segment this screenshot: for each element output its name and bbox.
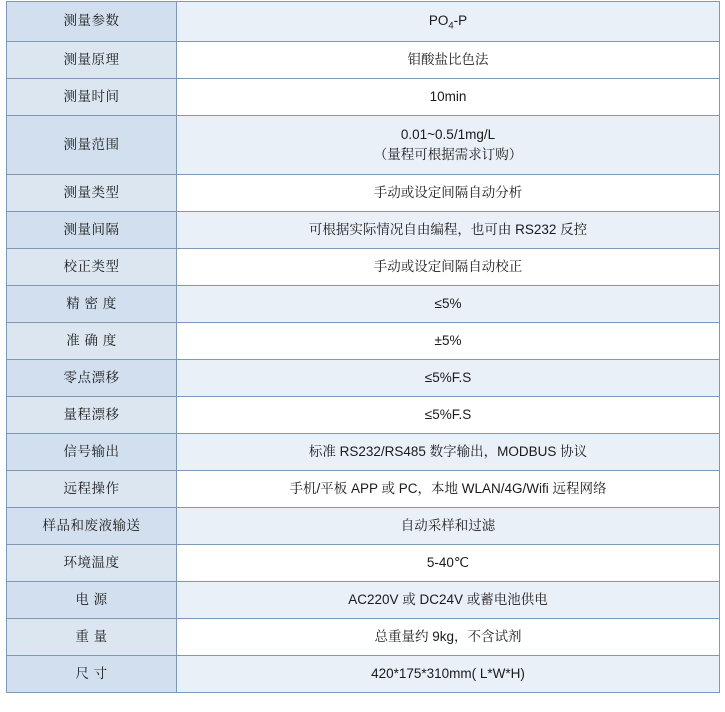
row-param-label: 校正类型	[7, 249, 177, 286]
row-value: 自动采样和过滤	[177, 508, 720, 545]
row-param-label: 测量类型	[7, 175, 177, 212]
row-value-analyte	[177, 2, 720, 42]
row-param-label: 测量间隔	[7, 212, 177, 249]
row-param-label: 准 确 度	[7, 323, 177, 360]
row-value: 10min	[177, 79, 720, 116]
table-row	[7, 175, 720, 212]
row-param-label: 重 量	[7, 619, 177, 656]
row-param-label: 尺 寸	[7, 656, 177, 693]
row-param-label: 精 密 度	[7, 286, 177, 323]
range-primary: 0.01~0.5/1mg/L	[400, 126, 496, 142]
table-row	[7, 323, 720, 360]
row-value: 5-40℃	[177, 545, 720, 582]
table-row	[7, 582, 720, 619]
row-value: ≤5%	[177, 286, 720, 323]
table-row	[7, 249, 720, 286]
row-value: ≤5%F.S	[177, 360, 720, 397]
row-value: 手动或设定间隔自动分析	[177, 175, 720, 212]
table-row	[7, 656, 720, 693]
table-row	[7, 471, 720, 508]
row-value: AC220V 或 DC24V 或蓄电池供电	[177, 582, 720, 619]
row-value: 标准 RS232/RS485 数字输出，MODBUS 协议	[177, 434, 720, 471]
row-value: 钼酸盐比色法	[177, 42, 720, 79]
row-value: 可根据实际情况自由编程，也可由 RS232 反控	[177, 212, 720, 249]
row-param-label: 测量原理	[7, 42, 177, 79]
row-param-label: 信号输出	[7, 434, 177, 471]
table-row	[7, 619, 720, 656]
row-param-label: 零点漂移	[7, 360, 177, 397]
specification-table	[6, 1, 720, 693]
row-param-label: 测量参数	[7, 2, 177, 42]
row-param-label: 环境温度	[7, 545, 177, 582]
analyte-formula-main: PO	[428, 13, 449, 29]
row-param-label: 样品和废液输送	[7, 508, 177, 545]
row-param-label: 量程漂移	[7, 397, 177, 434]
analyte-formula-tail: -P	[453, 13, 468, 29]
row-value: ±5%	[177, 323, 720, 360]
row-value: 420*175*310mm( L*W*H)	[177, 656, 720, 693]
table-row	[7, 397, 720, 434]
table-row	[7, 42, 720, 79]
table-row	[7, 434, 720, 471]
row-param-label: 测量时间	[7, 79, 177, 116]
table-row	[7, 2, 720, 42]
row-value: 手机/平板 APP 或 PC，本地 WLAN/4G/Wifi 远程网络	[177, 471, 720, 508]
table-body	[7, 2, 720, 693]
table-row	[7, 508, 720, 545]
row-value: 总重量约 9kg，不含试剂	[177, 619, 720, 656]
row-value: ≤5%F.S	[177, 397, 720, 434]
table-row	[7, 545, 720, 582]
range-note: （量程可根据需求订购）	[373, 147, 523, 162]
table-row	[7, 286, 720, 323]
row-param-label: 测量范围	[7, 116, 177, 175]
analyte-formula-subscript: 4	[448, 21, 454, 33]
table-row	[7, 79, 720, 116]
row-value: 手动或设定间隔自动校正	[177, 249, 720, 286]
row-value	[177, 116, 720, 175]
table-row	[7, 116, 720, 175]
row-param-label: 电 源	[7, 582, 177, 619]
table-row	[7, 212, 720, 249]
row-param-label: 远程操作	[7, 471, 177, 508]
table-row	[7, 360, 720, 397]
